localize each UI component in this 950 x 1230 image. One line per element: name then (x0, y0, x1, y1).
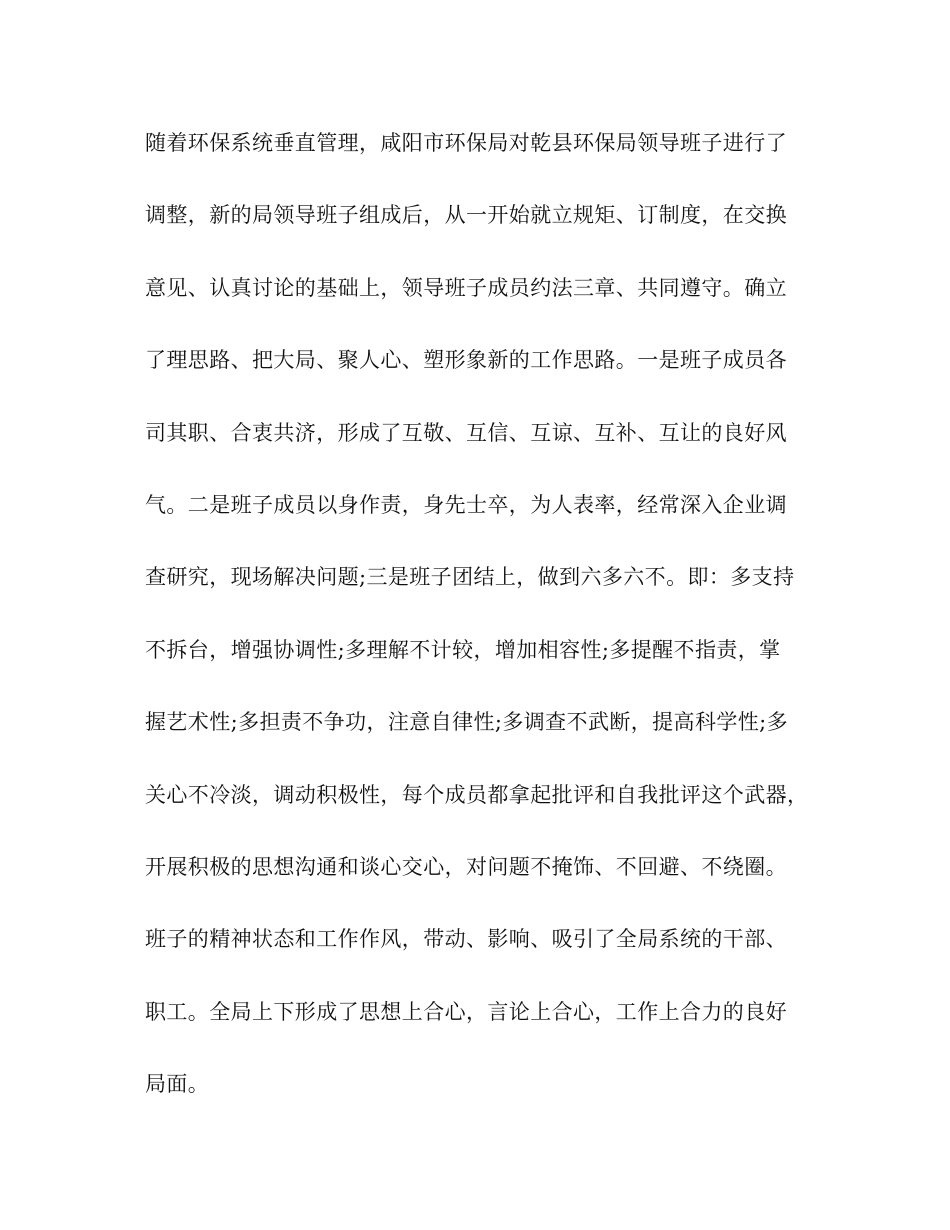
body-paragraph (145, 118, 825, 1131)
text-line: 握艺术性;多担责不争功，注意自律性;多调查不武断，提高科学性;多 (145, 710, 789, 735)
text-line: 不拆台，增强协调性;多理解不计较，增加相容性;多提醒不指责，掌 (145, 637, 781, 662)
text-line: 随着环保系统垂直管理，咸阳市环保局对乾县环保局领导班子进行了 (145, 131, 787, 155)
text-line: 职工。全局上下形成了思想上合心，言论上合心，工作上合力的良好 (145, 999, 787, 1024)
text-line: 局面。 (145, 1072, 210, 1097)
text-line: 开展积极的思想沟通和谈心交心，对问题不掩饰、不回避、不绕圈。 (145, 854, 787, 879)
text-line: 司其职、合衷共济，形成了互敬、互信、互谅、互补、互让的良好风 (145, 420, 787, 445)
text-line: 意见、认真讨论的基础上，领导班子成员约法三章、共同遵守。确立 (145, 275, 787, 300)
text-line: 调整，新的局领导班子组成后，从一开始就立规矩、订制度，在交换 (145, 203, 787, 228)
text-line: 气。二是班子成员以身作责，身先士卒，为人表率，经常深入企业调 (145, 492, 787, 517)
text-line: 了理思路、把大局、聚人心、塑形象新的工作思路。一是班子成员各 (145, 348, 787, 373)
text-line: 查研究，现场解决问题;三是班子团结上，做到六多六不。即：多支持 (145, 565, 795, 590)
text-line: 班子的精神状态和工作作风，带动、影响、吸引了全局系统的干部、 (145, 927, 787, 952)
text-line: 关心不冷淡，调动积极性，每个成员都拿起批评和自我批评这个武器， (145, 782, 809, 807)
